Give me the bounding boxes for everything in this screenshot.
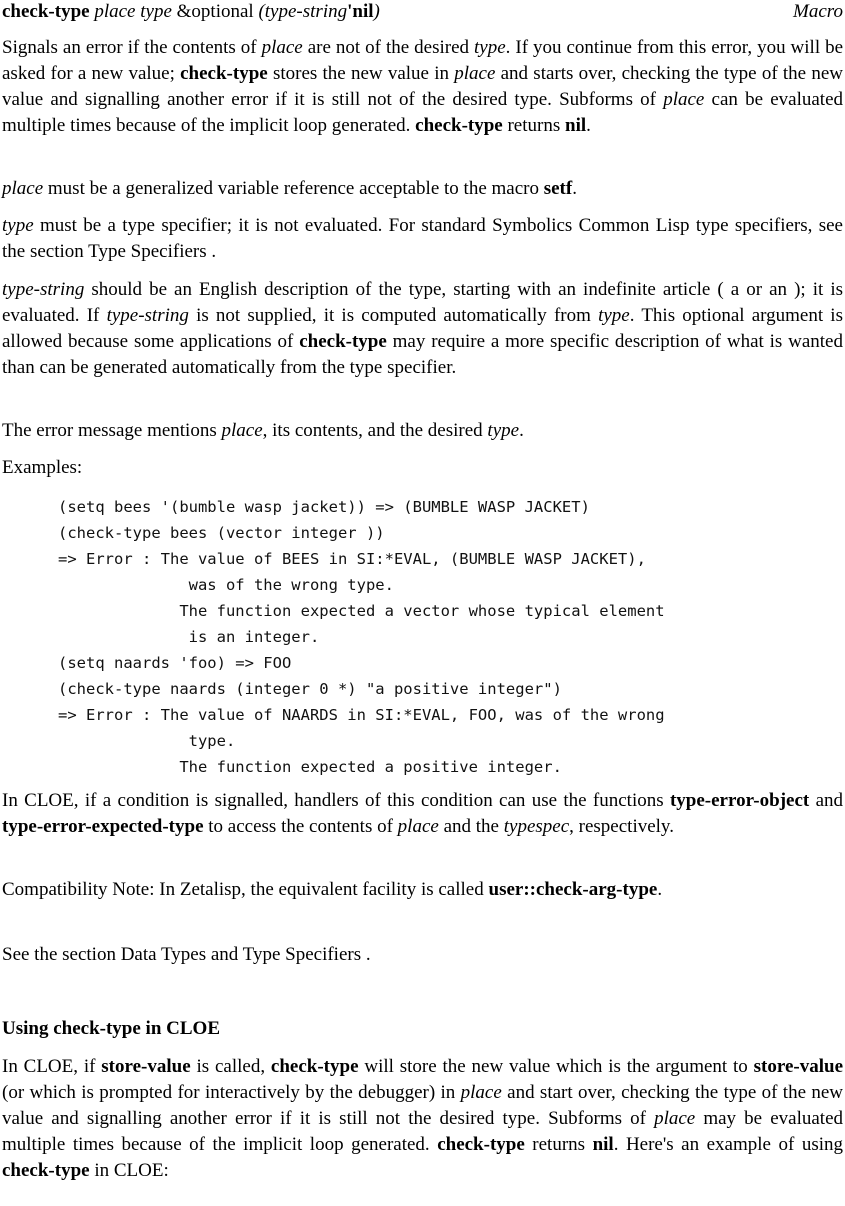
definition-header — [2, 0, 843, 24]
nil-symbol: nil — [592, 1134, 614, 1155]
text: . — [572, 178, 577, 199]
optional-default: 'nil — [347, 1, 374, 22]
nil-symbol: nil — [565, 115, 587, 136]
code-line: The function expected a positive integer. — [58, 758, 562, 776]
paragraph-type-string — [2, 277, 843, 381]
param-type: type — [598, 305, 630, 326]
function-ref: check-type — [299, 331, 387, 352]
param-place: place — [261, 37, 303, 58]
code-line: was of the wrong type. — [58, 576, 394, 594]
text: must be a type specifier; it is not evaluated. For standard Symbolics Common Lisp type specifiers, see the section Type Specifiers . — [2, 215, 843, 262]
text: (or which is prompted for interactively by the debugger) in — [2, 1082, 461, 1103]
code-line: (check-type bees (vector integer )) — [58, 524, 385, 542]
function-ref: type-error-object — [669, 790, 810, 811]
text: is not supplied, it is computed automatically from — [188, 305, 599, 326]
param-typespec: typespec — [503, 816, 570, 837]
param-place: place — [454, 63, 496, 84]
paragraph-error-message — [2, 418, 843, 444]
function-ref: type-error-expected-type — [2, 816, 204, 837]
param-place: place — [663, 89, 705, 110]
param-type: type — [473, 37, 506, 58]
param-place: place — [460, 1082, 502, 1103]
text: and the — [438, 816, 504, 837]
param-type-string: type-string — [106, 305, 189, 326]
function-ref: user::check-arg-type — [488, 879, 658, 900]
code-line: type. — [58, 732, 236, 750]
function-ref: check-type — [2, 1160, 90, 1181]
optional-arg: (type-string — [258, 1, 348, 22]
code-line: => Error : The value of NAARDS in SI:*EVAL, FOO, was of the wrong — [58, 706, 665, 724]
param-place: place — [397, 816, 439, 837]
text: . — [586, 115, 591, 136]
text: In CLOE, if — [2, 1056, 102, 1077]
text: are not of the desired — [302, 37, 474, 58]
param-type-string: type-string — [2, 279, 85, 300]
section-title: Using check-type in CLOE — [2, 1018, 220, 1039]
text: returns — [524, 1134, 593, 1155]
text: is called, — [190, 1056, 271, 1077]
text: . If you continue from this error, you will be asked for a new value; — [2, 37, 844, 84]
code-example — [58, 494, 665, 780]
text: Compatibility Note: In Zetalisp, the equivalent facility is called — [2, 879, 489, 900]
param-place: place — [2, 178, 44, 199]
text: may require a more specific description of what is wanted than can be generated automatically from the type specifier. — [2, 331, 843, 378]
examples-label: Examples: — [2, 457, 83, 478]
text: and starts over, checking the type of the new value and signalling another error if it is still not of the desired type. Subforms of — [2, 63, 843, 110]
function-ref: check-type — [437, 1134, 525, 1155]
text: and start over, checking the type of the new value and signalling another error if it is still not the desired type. Subforms of — [2, 1082, 844, 1129]
function-ref: setf — [543, 178, 573, 199]
paragraph-type — [2, 213, 843, 265]
text: . — [657, 879, 663, 900]
paragraph-see-section: See the section Data Types and Type Specifiers . — [2, 944, 371, 965]
function-ref: store-value — [753, 1056, 844, 1077]
code-line: is an integer. — [58, 628, 320, 646]
text: will store the new value which is the argument to — [358, 1056, 754, 1077]
text: should be an English description of the type, starting with an indefinite article ( a or an ); it is evaluated. If — [2, 279, 843, 326]
param-type: type — [487, 420, 520, 441]
text: In CLOE, if a condition is signalled, handlers of this condition can use the functions — [2, 790, 670, 811]
text: . — [519, 420, 524, 441]
paragraph-place — [2, 176, 843, 202]
text: . Here's an example of using — [613, 1134, 843, 1155]
function-ref: check-type — [415, 115, 503, 136]
text: Signals an error if the contents of — [2, 37, 262, 58]
paragraph-cloe-usage — [2, 1054, 843, 1184]
param-place: place — [221, 420, 263, 441]
code-line: The function expected a vector whose typical element — [58, 602, 665, 620]
function-ref: check-type — [180, 63, 268, 84]
text: in CLOE: — [89, 1160, 169, 1181]
macro-args: place type — [94, 1, 172, 22]
text: returns — [502, 115, 565, 136]
text: The error message mentions — [2, 420, 222, 441]
text: , respectively. — [569, 816, 674, 837]
text: can be evaluated multiple times because of the implicit loop generated. — [2, 89, 844, 136]
text: must be a generalized variable reference acceptable to the macro — [43, 178, 544, 199]
function-ref: check-type — [270, 1056, 359, 1077]
text: may be evaluated multiple times because of the implicit loop generated. — [2, 1108, 844, 1155]
paragraph-compatibility — [2, 877, 843, 903]
text: , its contents, and the desired — [262, 420, 488, 441]
param-type: type — [2, 215, 34, 236]
paragraph-description — [2, 35, 843, 139]
text: and — [809, 790, 843, 811]
code-line: => Error : The value of BEES in SI:*EVAL, (BUMBLE WASP JACKET), — [58, 550, 646, 568]
text: stores the new value in — [267, 63, 455, 84]
code-line: (setq bees '(bumble wasp jacket)) => (BUMBLE WASP JACKET) — [58, 498, 590, 516]
code-line: (check-type naards (integer 0 *) "a positive integer") — [58, 680, 562, 698]
optional-close: ) — [373, 1, 380, 22]
definition-kind: Macro — [793, 1, 843, 22]
optional-keyword: &optional — [176, 1, 254, 22]
text: to access the contents of — [203, 816, 398, 837]
macro-name: check-type — [2, 1, 90, 22]
paragraph-cloe-handlers — [2, 788, 843, 840]
text: . This optional argument is allowed because some applications of — [2, 305, 843, 352]
code-line: (setq naards 'foo) => FOO — [58, 654, 292, 672]
param-place: place — [654, 1108, 696, 1129]
function-ref: store-value — [101, 1056, 191, 1077]
